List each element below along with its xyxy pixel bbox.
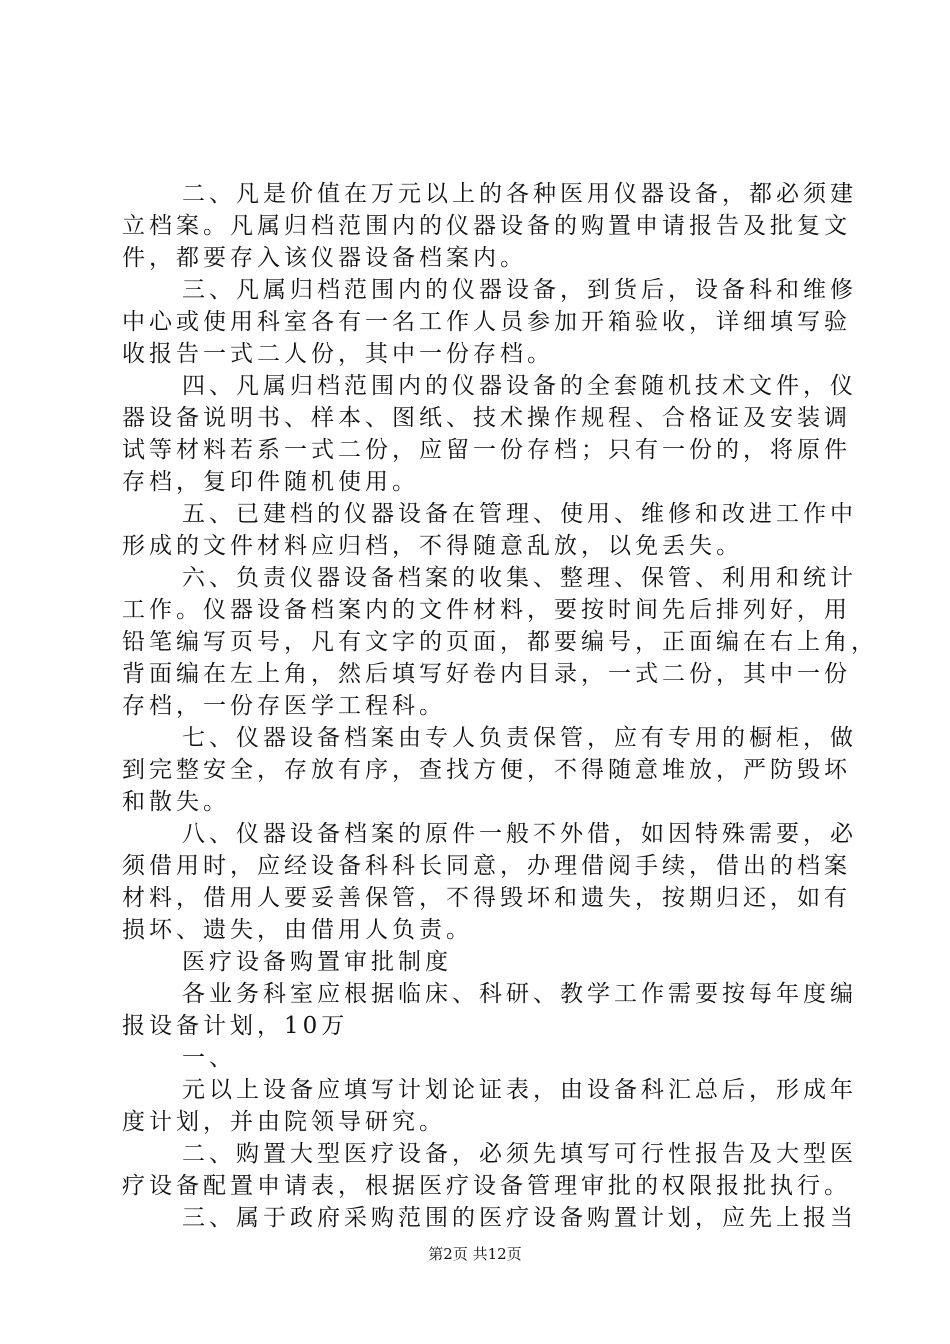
text-line: 疗设备配置申请表，根据医疗设备管理审批的权限报批执行。 bbox=[122, 1173, 851, 1199]
text-line: 各业务科室应根据临床、科研、教学工作需要按每年度编 bbox=[182, 981, 857, 1007]
text-line: 器设备说明书、样本、图纸、技术操作规程、合格证及安装调 bbox=[122, 405, 851, 431]
text-line: 件，都要存入该仪器设备档案内。 bbox=[122, 245, 527, 271]
text-line: 三、凡属归档范围内的仪器设备，到货后，设备科和维修 bbox=[182, 277, 857, 303]
text-line: 六、负责仪器设备档案的收集、整理、保管、利用和统计 bbox=[182, 565, 857, 591]
text-line: 二、购置大型医疗设备，必须先填写可行性报告及大型医 bbox=[182, 1141, 857, 1167]
section-heading: 医疗设备购置审批制度 bbox=[182, 949, 452, 975]
text-line: 背面编在左上角，然后填写好卷内目录，一式二份，其中一份 bbox=[122, 661, 851, 687]
text-line: 报设备计划，10万 bbox=[122, 1013, 349, 1039]
text-line: 元以上设备应填写计划论证表，由设备科汇总后，形成年 bbox=[182, 1077, 857, 1103]
text-line: 损坏、遗失，由借用人负责。 bbox=[122, 917, 473, 943]
text-line: 中心或使用科室各有一名工作人员参加开箱验收，详细填写验 bbox=[122, 309, 851, 335]
text-line: 和散失。 bbox=[122, 789, 230, 815]
text-line: 到完整安全，存放有序，查找方便，不得随意堆放，严防毁坏 bbox=[122, 757, 851, 783]
text-line: 一、 bbox=[182, 1045, 236, 1071]
text-line: 收报告一式二人份，其中一份存档。 bbox=[122, 341, 554, 367]
text-line: 七、仪器设备档案由专人负责保管，应有专用的橱柜，做 bbox=[182, 725, 857, 751]
text-line: 存档，一份存医学工程科。 bbox=[122, 693, 446, 719]
text-line: 四、凡属归档范围内的仪器设备的全套随机技术文件，仪 bbox=[182, 373, 857, 399]
text-line: 八、仪器设备档案的原件一般不外借，如因特殊需要，必 bbox=[182, 821, 857, 847]
text-line: 五、已建档的仪器设备在管理、使用、维修和改进工作中 bbox=[182, 501, 857, 527]
text-line: 材料，借用人要妥善保管，不得毁坏和遗失，按期归还，如有 bbox=[122, 885, 851, 911]
text-line: 工作。仪器设备档案内的文件材料，要按时间先后排列好，用 bbox=[122, 597, 851, 623]
text-line: 立档案。凡属归档范围内的仪器设备的购置申请报告及批复文 bbox=[122, 213, 851, 239]
text-line: 三、属于政府采购范围的医疗设备购置计划，应先上报当 bbox=[182, 1205, 857, 1231]
text-line: 须借用时，应经设备科科长同意，办理借阅手续，借出的档案 bbox=[122, 853, 851, 879]
text-line: 铅笔编写页号，凡有文字的页面，都要编号，正面编在右上角， bbox=[122, 629, 878, 655]
text-line: 度计划，并由院领导研究。 bbox=[122, 1109, 446, 1135]
text-line: 二、凡是价值在万元以上的各种医用仪器设备，都必须建 bbox=[182, 181, 857, 207]
text-line: 试等材料若系一式二份，应留一份存档；只有一份的，将原件 bbox=[122, 437, 851, 463]
text-line: 存档，复印件随机使用。 bbox=[122, 469, 419, 495]
page-number-footer: 第2页 共12页 bbox=[428, 1245, 522, 1263]
text-line: 形成的文件材料应归档，不得随意乱放，以免丢失。 bbox=[122, 533, 743, 559]
